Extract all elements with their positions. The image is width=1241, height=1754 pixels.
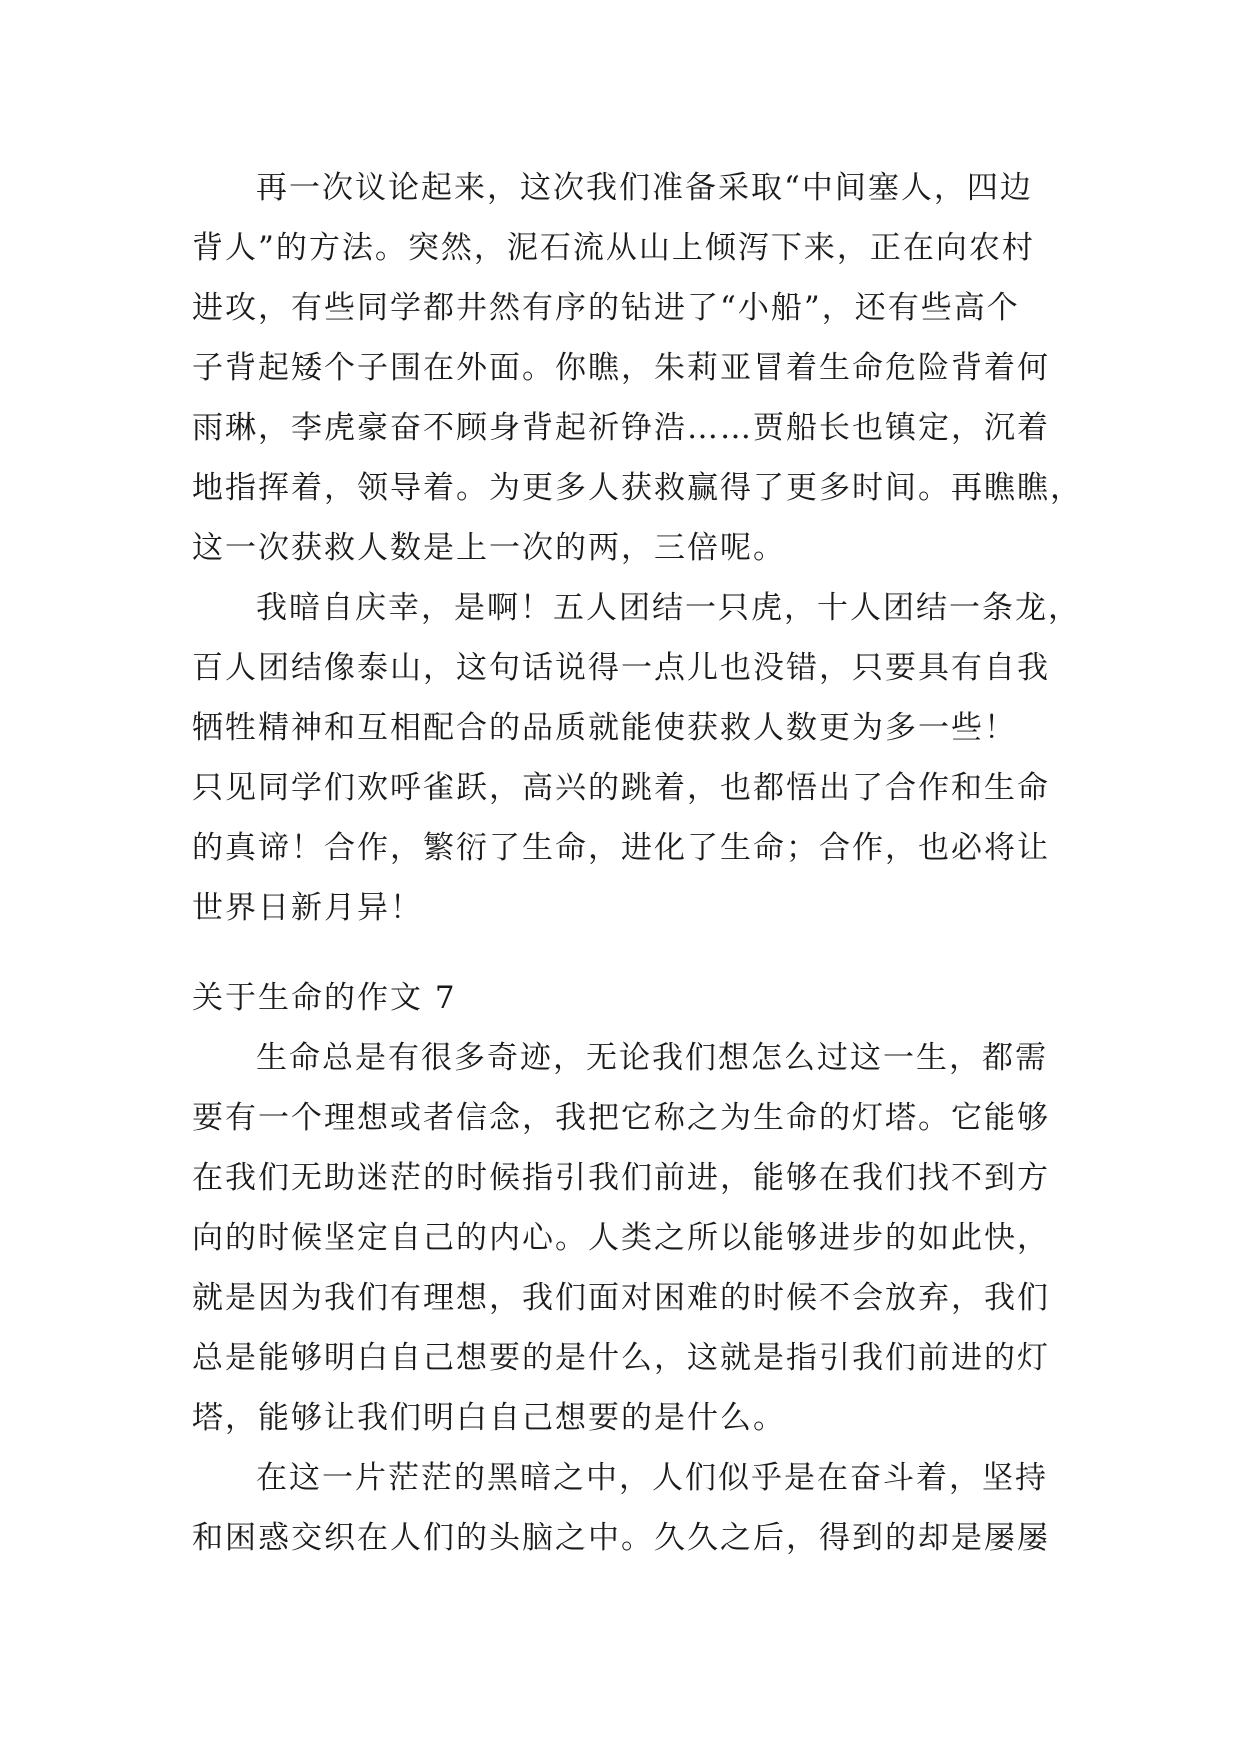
paragraph-line: 进攻，有些同学都井然有序的钻进了“小船”，还有些高个	[192, 290, 1020, 326]
paragraph-line: 塔，能够让我们明白自己想要的是什么。	[192, 1400, 786, 1436]
paragraph-line: 再一次议论起来，这次我们准备采取“中间塞人，四边	[256, 170, 1033, 206]
paragraph-1	[192, 158, 1083, 578]
paragraph-line: 雨琳，李虎豪奋不顾身背起祈铮浩……贾船长也镇定，沉着	[192, 410, 1050, 446]
paragraph-line: 只见同学们欢呼雀跃，高兴的跳着，也都悟出了合作和生命	[192, 770, 1050, 806]
paragraph-line: 要有一个理想或者信念，我把它称之为生命的灯塔。它能够	[192, 1100, 1050, 1136]
section-heading-block	[192, 968, 1052, 1028]
paragraph-line: 地指挥着，领导着。为更多人获救赢得了更多时间。再瞧瞧，	[192, 470, 1083, 506]
paragraph-line: 的真谛！合作，繁衍了生命，进化了生命；合作，也必将让	[192, 830, 1050, 866]
paragraph-line: 百人团结像泰山，这句话说得一点儿也没错，只要具有自我	[192, 650, 1050, 686]
paragraph-line: 就是因为我们有理想，我们面对困难的时候不会放弃，我们	[192, 1280, 1050, 1316]
paragraph-line: 牺牲精神和互相配合的品质就能使获救人数更为多一些！	[192, 710, 1017, 746]
paragraph-line: 在这一片茫茫的黑暗之中，人们似乎是在奋斗着，坚持	[256, 1460, 1048, 1496]
paragraph-line: 在我们无助迷茫的时候指引我们前进，能够在我们找不到方	[192, 1160, 1050, 1196]
paragraph-3	[192, 1028, 1052, 1448]
paragraph-line: 总是能够明白自己想要的是什么，这就是指引我们前进的灯	[192, 1340, 1050, 1376]
paragraph-line: 生命总是有很多奇迹，无论我们想怎么过这一生，都需	[256, 1040, 1048, 1076]
paragraph-line: 背人”的方法。突然，泥石流从山上倾泻下来，正在向农村	[192, 230, 1035, 266]
paragraph-line: 我暗自庆幸，是啊！五人团结一只虎，十人团结一条龙，	[256, 590, 1081, 626]
paragraph-2	[192, 578, 1081, 938]
paragraph-4	[192, 1448, 1052, 1568]
paragraph-line: 世界日新月异！	[192, 890, 423, 926]
paragraph-line: 和困惑交织在人们的头脑之中。久久之后，得到的却是屡屡	[192, 1520, 1050, 1556]
section-heading: 关于生命的作文 7	[192, 980, 457, 1016]
paragraph-line: 向的时候坚定自己的内心。人类之所以能够进步的如此快，	[192, 1220, 1050, 1256]
paragraph-line: 子背起矮个子围在外面。你瞧，朱莉亚冒着生命危险背着何	[192, 350, 1050, 386]
paragraph-line: 这一次获救人数是上一次的两，三倍呢。	[192, 530, 786, 566]
